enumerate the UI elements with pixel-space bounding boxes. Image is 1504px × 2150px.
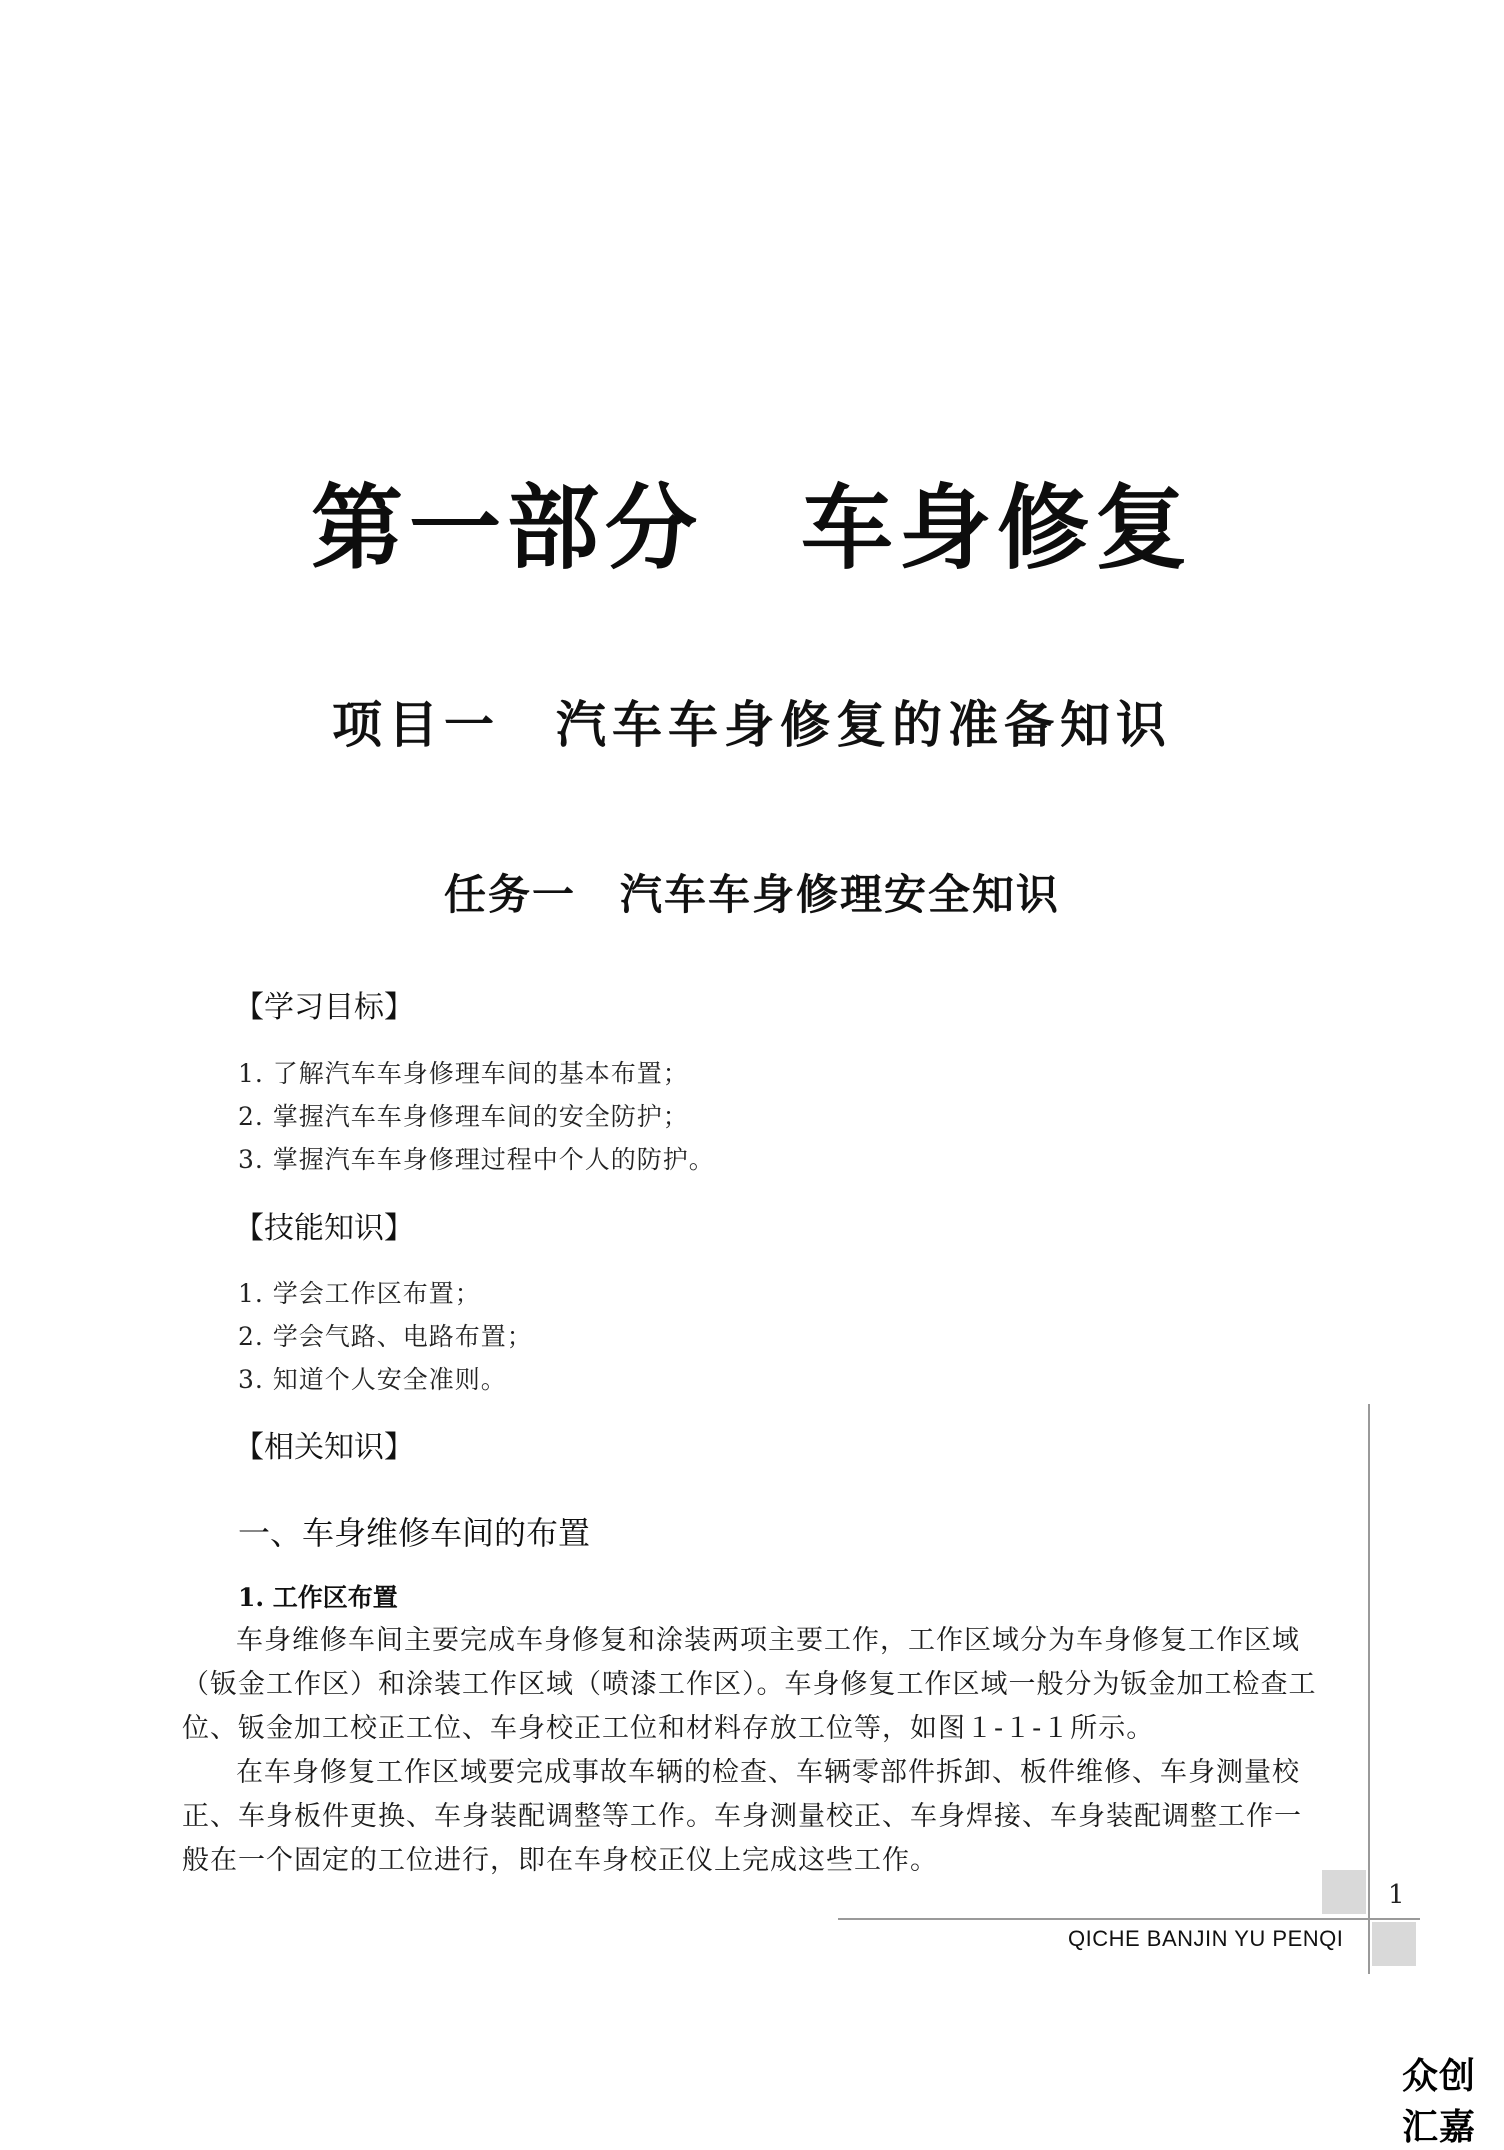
task-title: 任务一 汽车车身修理安全知识: [443, 870, 1060, 919]
body-paragraph: 车身维修车间主要完成车身修复和涂装两项主要工作，工作区域分为车身修复工作区域（钣金工作区）和涂装工作区域（喷漆工作区）。车身修复工作区域一般分为钣金加工检查工位、钣金加工校正工位、车身校正工位和材料存放工位等，如图１-１-１所示。: [182, 1625, 1317, 1744]
objective-item: 3. 掌握汽车车身修理过程中个人的防护。: [238, 1145, 715, 1174]
part-title: 第一部分 车身修复: [310, 474, 1193, 582]
project-title: 项目一 汽车车身修复的准备知识: [332, 696, 1172, 754]
footer-vertical-rule: [1368, 1404, 1370, 1974]
footer-decor-square: [1372, 1922, 1416, 1966]
related-heading: 【相关知识】: [234, 1430, 414, 1465]
skill-item: 2. 学会气路、电路布置；: [238, 1322, 533, 1351]
skills-heading: 【技能知识】: [234, 1211, 414, 1246]
subsection-subheading: 1. 工作区布置: [238, 1583, 398, 1612]
body-paragraph: 在车身修复工作区域要完成事故车辆的检查、车辆零部件拆卸、板件维修、车身测量校正、车身板件更换、车身装配调整等工作。车身测量校正、车身焊接、车身装配调整工作一般在一个固定的工位进行，即在车身校正仪上完成这些工作。: [182, 1757, 1302, 1876]
watermark: 众创汇嘉: [1402, 2056, 1477, 2148]
footer-horizontal-rule: [838, 1918, 1420, 1920]
objectives-heading: 【学习目标】: [234, 990, 414, 1025]
skill-item: 1. 学会工作区布置；: [238, 1279, 481, 1308]
skill-item: 3. 知道个人安全准则。: [238, 1365, 507, 1394]
subsection-heading: 一、车身维修车间的布置: [238, 1514, 591, 1552]
objective-item: 1. 了解汽车车身修理车间的基本布置；: [238, 1059, 689, 1088]
page-number: 1: [1388, 1880, 1405, 1910]
objective-item: 2. 掌握汽车车身修理车间的安全防护；: [238, 1102, 689, 1131]
footer-decor-square: [1322, 1870, 1366, 1914]
running-title: QICHE BANJIN YU PENQI: [1068, 1926, 1344, 1951]
